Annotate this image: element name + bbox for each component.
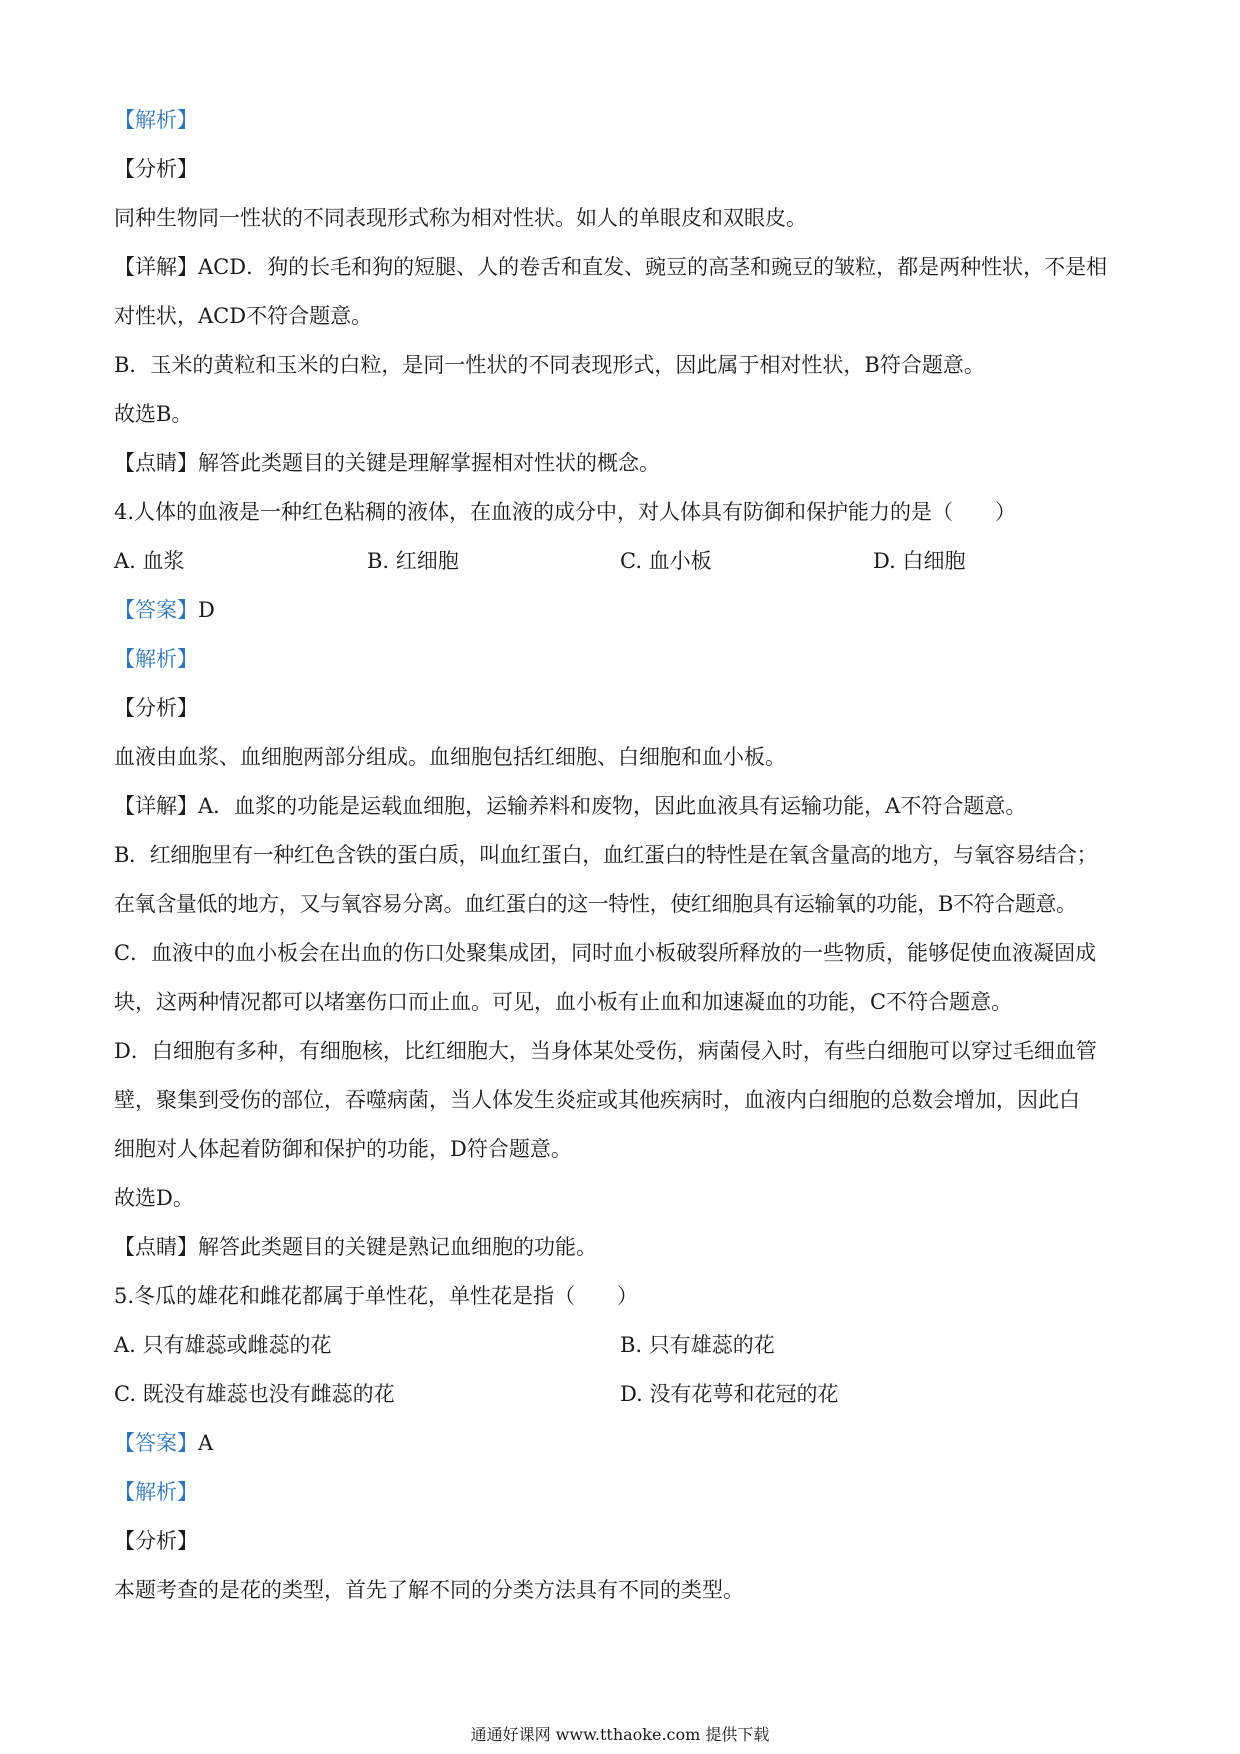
q5-option-d: D. 没有花萼和花冠的花	[620, 1382, 839, 1406]
q4-answer	[114, 586, 1134, 635]
q4-xiangjie-tag: 【详解】	[114, 794, 198, 818]
q4-option-a: A. 血浆	[114, 549, 185, 573]
q3-detail-1-cont: 对性状，ACD不符合题意。	[114, 304, 373, 328]
document-page	[114, 96, 1134, 1615]
q5-daan-tag: 【答案】	[114, 1431, 198, 1455]
q5-fenxi-tag: 【分析】	[114, 1529, 198, 1553]
q4-detail-c1: C．血液中的血小板会在出血的伤口处聚集成团，同时血小板破裂所释放的一些物质，能够促使血液凝固成	[114, 941, 1097, 965]
q3-conclusion: 故选B。	[114, 402, 193, 426]
q5-jiexi-heading	[114, 1468, 1134, 1517]
q5-question: 5.冬瓜的雄花和雌花都属于单性花，单性花是指（ ）	[114, 1284, 639, 1308]
q3-analysis-text: 同种生物同一性状的不同表现形式称为相对性状。如人的单眼皮和双眼皮。	[114, 206, 807, 230]
q4-detail-d3: 细胞对人体起着防御和保护的功能，D符合题意。	[114, 1137, 572, 1161]
q3-jiexi-heading	[114, 96, 1134, 145]
q4-option-c: C. 血小板	[620, 549, 712, 573]
q4-fenxi-heading	[114, 684, 1134, 733]
q5-answer-value: A	[198, 1431, 214, 1455]
q4-analysis-text: 血液由血浆、血细胞两部分组成。血细胞包括红细胞、白细胞和血小板。	[114, 745, 786, 769]
q4-detail-b1: B．红细胞里有一种红色含铁的蛋白质，叫血红蛋白，血红蛋白的特性是在氧含量高的地方，与氧容易结合；	[114, 843, 1098, 867]
q5-option-c: C. 既没有雄蕊也没有雌蕊的花	[114, 1382, 395, 1406]
q5-answer	[114, 1419, 1134, 1468]
q5-fenxi-heading	[114, 1517, 1134, 1566]
q3-dianjing-tag: 【点睛】	[114, 451, 198, 475]
q4-answer-value: D	[198, 598, 215, 622]
q4-jiexi-tag: 【解析】	[114, 647, 198, 671]
q5-option-a: A. 只有雄蕊或雌蕊的花	[114, 1333, 332, 1357]
q3-fenxi-heading	[114, 145, 1134, 194]
q4-detail-d2: 壁，聚集到受伤的部位，吞噬病菌，当人体发生炎症或其他疾病时，血液内白细胞的总数会增加，因此白	[114, 1088, 1080, 1112]
q4-detail-b2: 在氧含量低的地方，又与氧容易分离。血红蛋白的这一特性，使红细胞具有运输氧的功能，B不符合题意。	[114, 892, 1077, 916]
q3-comment	[114, 439, 1134, 488]
q4-dianjing-tag: 【点睛】	[114, 1235, 198, 1259]
q4-detail-d1: D．白细胞有多种，有细胞核，比红细胞大，当身体某处受伤，病菌侵入时，有些白细胞可以穿过毛细血管	[114, 1039, 1097, 1063]
q3-detail-1	[114, 243, 1134, 292]
q5-option-b: B. 只有雄蕊的花	[620, 1333, 775, 1357]
q3-detail-1-text: ACD．狗的长毛和狗的短腿、人的卷舌和直发、豌豆的高茎和豌豆的皱粒，都是两种性状，不是相	[198, 255, 1108, 279]
q3-jiexi-tag: 【解析】	[114, 108, 198, 132]
q3-fenxi-tag: 【分析】	[114, 157, 198, 181]
q4-daan-tag: 【答案】	[114, 598, 198, 622]
q4-detail-a-text: A．血浆的功能是运载血细胞，运输养料和废物，因此血液具有运输功能，A不符合题意。	[198, 794, 1027, 818]
q4-options	[114, 537, 1134, 586]
q4-option-d: D. 白细胞	[873, 549, 966, 573]
q5-jiexi-tag: 【解析】	[114, 1480, 198, 1504]
q3-detail-2: B．玉米的黄粒和玉米的白粒，是同一性状的不同表现形式，因此属于相对性状，B符合题意。	[114, 353, 985, 377]
q5-options-row-2	[114, 1370, 1134, 1419]
q4-comment	[114, 1223, 1134, 1272]
page-footer: 通通好课网 www.tthaoke.com 提供下载	[470, 1725, 770, 1744]
q4-option-b: B. 红细胞	[367, 549, 459, 573]
q5-analysis-text: 本题考查的是花的类型，首先了解不同的分类方法具有不同的类型。	[114, 1578, 744, 1602]
q5-options-row-1	[114, 1321, 1134, 1370]
q4-detail-c2: 块，这两种情况都可以堵塞伤口而止血。可见，血小板有止血和加速凝血的功能，C不符合题意。	[114, 990, 1013, 1014]
q4-question: 4.人体的血液是一种红色粘稠的液体，在血液的成分中，对人体具有防御和保护能力的是（ ）	[114, 500, 1017, 524]
q4-conclusion: 故选D。	[114, 1186, 194, 1210]
q3-xiangjie-tag: 【详解】	[114, 255, 198, 279]
q4-fenxi-tag: 【分析】	[114, 696, 198, 720]
q4-jiexi-heading	[114, 635, 1134, 684]
q3-comment-text: 解答此类题目的关键是理解掌握相对性状的概念。	[198, 451, 660, 475]
q4-detail-a	[114, 782, 1134, 831]
q4-comment-text: 解答此类题目的关键是熟记血细胞的功能。	[198, 1235, 597, 1259]
